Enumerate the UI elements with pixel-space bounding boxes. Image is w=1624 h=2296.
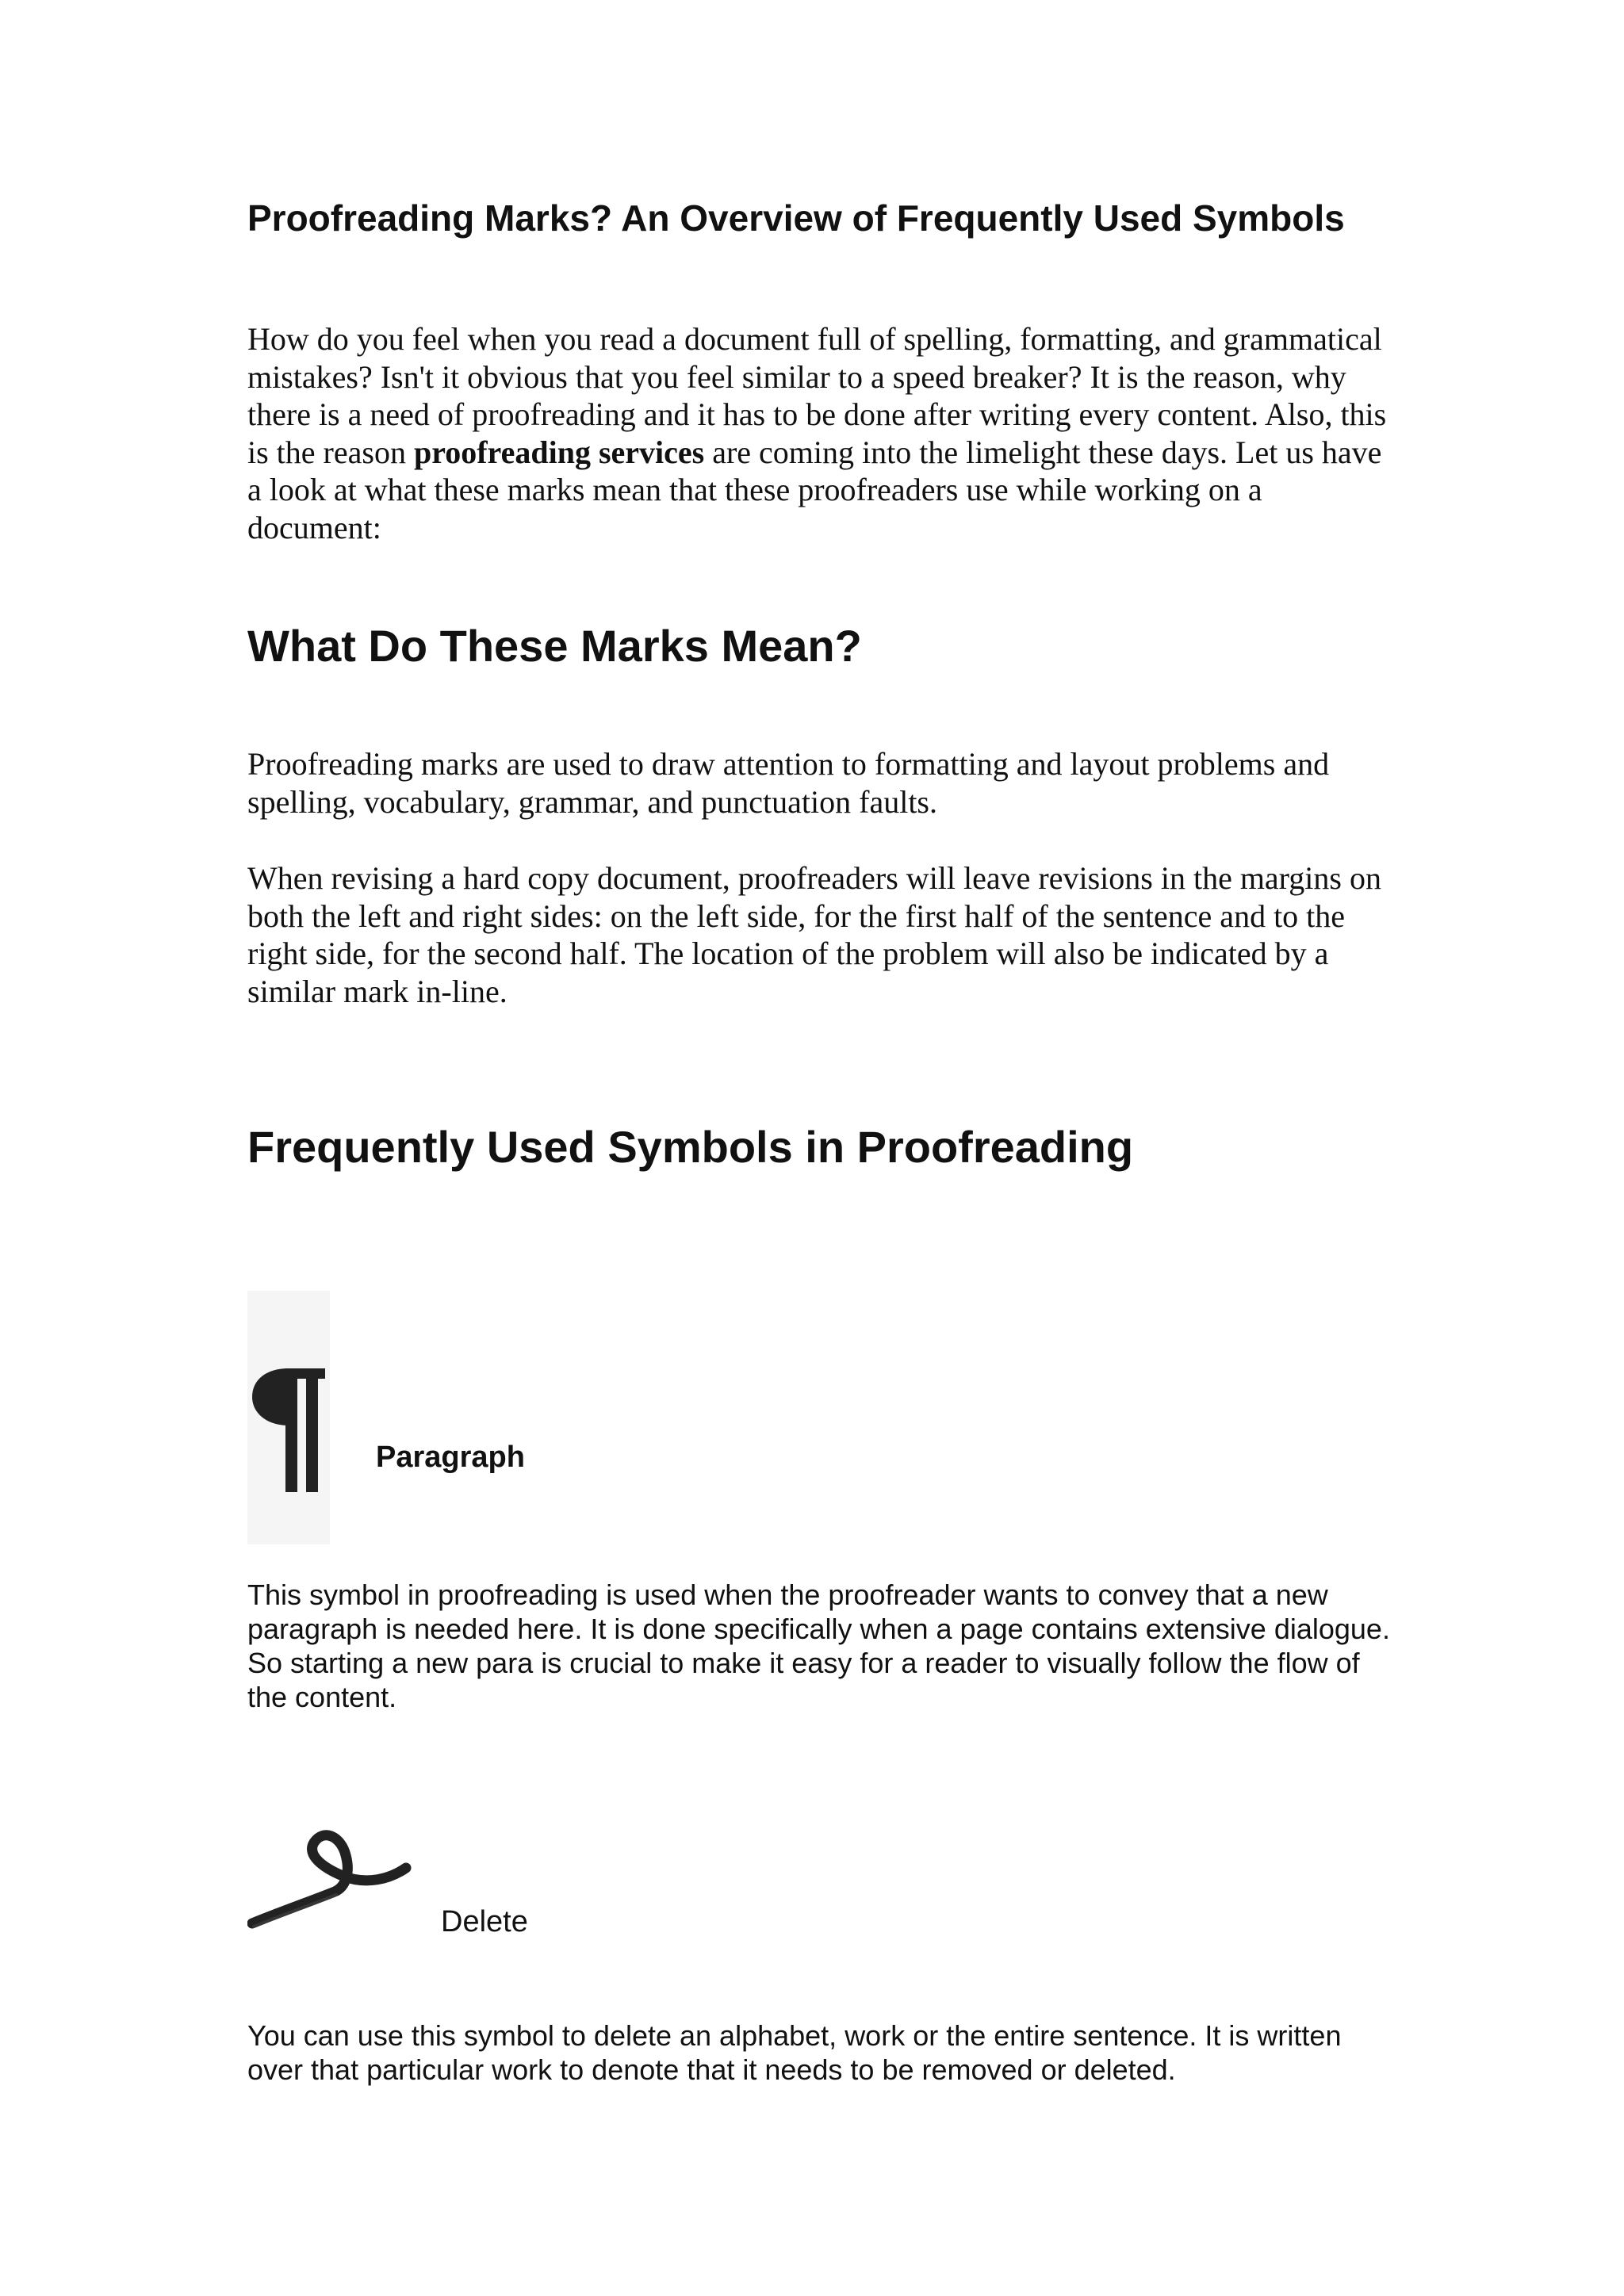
marks-paragraph-2: When revising a hard copy document, proofreaders will leave revisions in the margins on both the left and right sides: on the left side, for the first half of the sentence and to the right side, for the second half. The location of the problem will also be indicated by a similar mark in-line. (247, 860, 1381, 1009)
delete-symbol-description: You can use this symbol to delete an alphabet, work or the entire sentence. It is written over that particular work to denote that it needs to be removed or deleted. (247, 2019, 1342, 2086)
delete-mark-icon (247, 1816, 414, 1934)
intro-bold-phrase: proofreading services (413, 434, 705, 470)
intro-paragraph (247, 320, 1397, 546)
article-title: Proofreading Marks? An Overview of Frequently Used Symbols (247, 197, 1345, 239)
pilcrow-image-tile (247, 1291, 330, 1544)
symbol-label-delete: Delete (441, 1905, 528, 1938)
symbol-label-paragraph: Paragraph (376, 1441, 525, 1474)
section-heading-marks: What Do These Marks Mean? (247, 621, 862, 671)
marks-paragraph-1: Proofreading marks are used to draw attention to formatting and layout problems and spelling, vocabulary, grammar, and punctuation faults. (247, 746, 1330, 820)
pilcrow-icon (251, 1367, 327, 1494)
intro-text-end: are coming into the limelight these days. Let us have a look at what these marks mean that these proofreaders use while working on a document: (247, 434, 1382, 545)
section-heading-symbols: Frequently Used Symbols in Proofreading (247, 1122, 1134, 1172)
intro-text-start: How do you feel when you read a document full of spelling, formatting, and grammatical mistakes? Isn't it obvious that you feel similar to a speed breaker? It is the reason, why there is a need of proofreading and it has to be done after writing every content. Also, this is the reason (247, 321, 1387, 470)
paragraph-symbol-description: This symbol in proofreading is used when the proofreader wants to convey that a new paragraph is needed here. It is done specifically when a page contains extensive dialogue. So starting a new para is crucial to make it easy for a reader to visually follow the flow of the content. (247, 1578, 1390, 1713)
